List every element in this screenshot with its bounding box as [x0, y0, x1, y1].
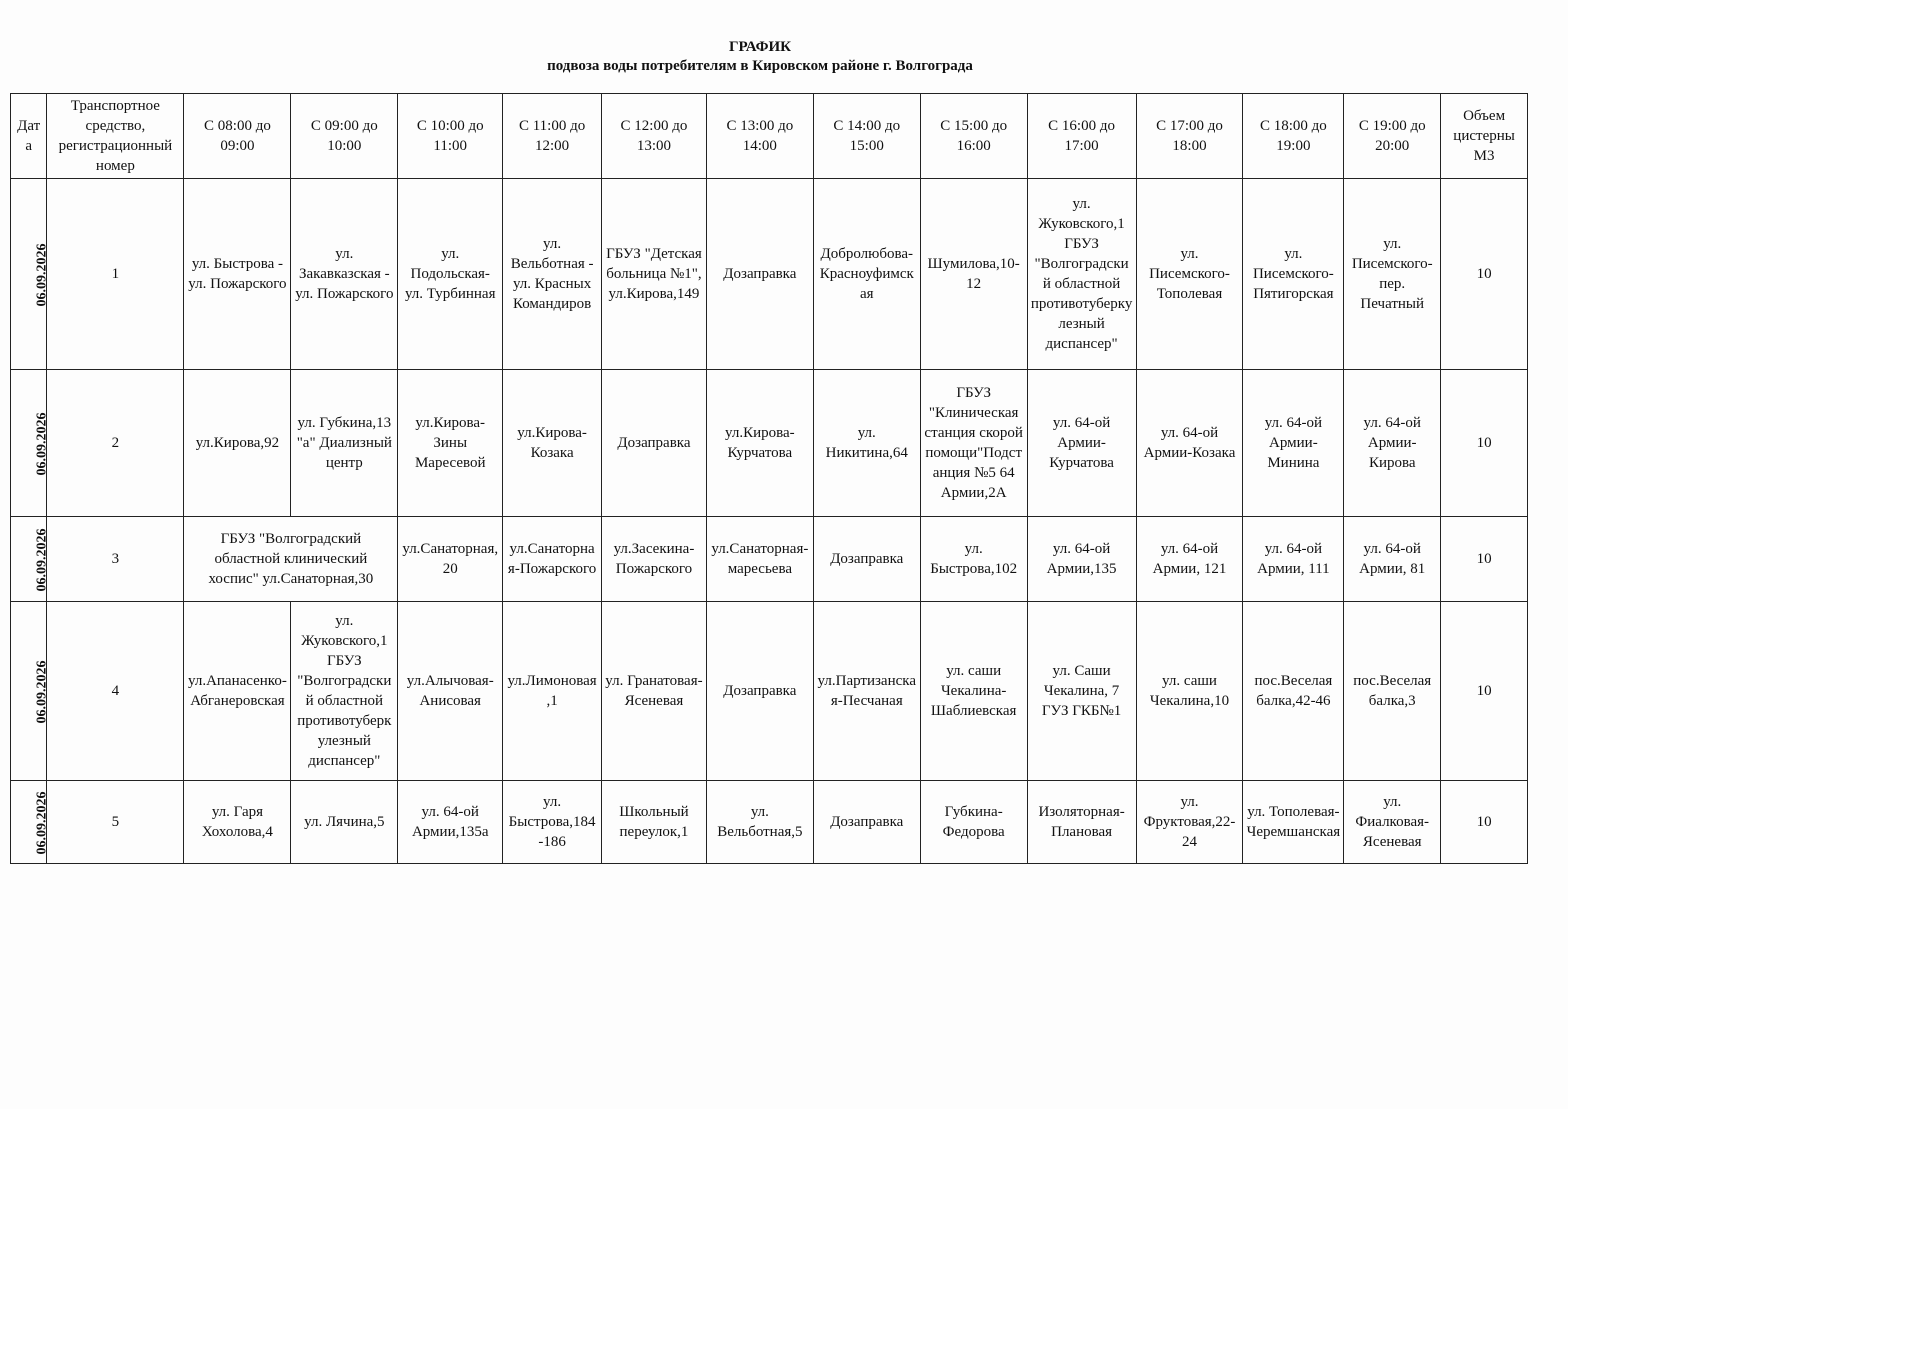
slot-cell: ул. Подольская- ул. Турбинная — [398, 179, 503, 370]
date-cell — [11, 517, 50, 602]
slot-cell: ул. Жуковского,1 ГБУЗ "Волгоградский областной противотуберкулезный диспансер" — [291, 602, 398, 781]
slot-cell: Шумилова,10-12 — [920, 179, 1027, 370]
header-slot: С 17:00 до 18:00 — [1136, 94, 1243, 179]
date-text: 06.09.2026 — [34, 528, 50, 591]
slot-cell: Дозаправка — [602, 370, 707, 517]
vehicle-cell: 5 — [47, 781, 184, 864]
slot-cell: ул. Саши Чекалина, 7 ГУЗ ГКБ№1 — [1027, 602, 1136, 781]
slot-cell: Дозаправка — [813, 517, 920, 602]
slot-cell: Губкина-Федорова — [920, 781, 1027, 864]
slot-cell: ул. 64-ой Армии,135а — [398, 781, 503, 864]
date-cell — [11, 781, 50, 864]
slot-cell: ул. 64-ой Армии, 81 — [1344, 517, 1441, 602]
header-slot: С 13:00 до 14:00 — [706, 94, 813, 179]
slot-cell: Изоляторная-Плановая — [1027, 781, 1136, 864]
slot-cell: ул.Санаторная-Пожарского — [503, 517, 602, 602]
slot-cell: ул.Засекина-Пожарского — [602, 517, 707, 602]
header-slot: С 11:00 до 12:00 — [503, 94, 602, 179]
vehicle-cell: 4 — [47, 602, 184, 781]
date-cell — [11, 179, 50, 370]
date-cell — [11, 602, 50, 781]
slot-cell: ул. Быстрова - ул. Пожарского — [184, 179, 291, 370]
slot-cell: ул. Писемского-пер. Печатный — [1344, 179, 1441, 370]
slot-cell: ул.Кирова,92 — [184, 370, 291, 517]
date-text: 06.09.2026 — [34, 660, 50, 723]
header-slot: С 10:00 до 11:00 — [398, 94, 503, 179]
header-slot: С 18:00 до 19:00 — [1243, 94, 1344, 179]
header-date: Дата — [11, 94, 47, 179]
slot-cell: пос.Веселая балка,42-46 — [1243, 602, 1344, 781]
header-volume: Объем цистерны М3 — [1441, 94, 1528, 179]
slot-cell: Дозаправка — [813, 781, 920, 864]
header-slot: С 08:00 до 09:00 — [184, 94, 291, 179]
slot-cell: ул.Апанасенко-Абганеровская — [184, 602, 291, 781]
slot-cell: ул. саши Чекалина-Шаблиевская — [920, 602, 1027, 781]
slot-cell: Дозаправка — [706, 179, 813, 370]
slot-cell: ул. Никитина,64 — [813, 370, 920, 517]
table-row — [11, 602, 1528, 781]
slot-cell: ул.Партизанская-Песчаная — [813, 602, 920, 781]
header-row — [11, 94, 1528, 179]
slot-cell: ул. Быстрова,102 — [920, 517, 1027, 602]
date-text: 06.09.2026 — [34, 412, 50, 475]
slot-cell: ул. 64-ой Армии,135 — [1027, 517, 1136, 602]
slot-cell: ул.Лимоновая,1 — [503, 602, 602, 781]
slot-cell: ул.Санаторная-маресьева — [706, 517, 813, 602]
vehicle-cell: 1 — [47, 179, 184, 370]
header-slot: С 14:00 до 15:00 — [813, 94, 920, 179]
slot-cell: ул.Кирова-Зины Маресевой — [398, 370, 503, 517]
date-text: 06.09.2026 — [34, 243, 50, 306]
slot-cell: ул. Фруктовая,22-24 — [1136, 781, 1243, 864]
slot-cell: ул.Кирова-Курчатова — [706, 370, 813, 517]
slot-cell: ГБУЗ "Детская больница №1", ул.Кирова,149 — [602, 179, 707, 370]
table-row — [11, 517, 1528, 602]
slot-cell: ул. саши Чекалина,10 — [1136, 602, 1243, 781]
document-subtitle: подвоза воды потребителям в Кировском районе г. Волгограда — [547, 58, 973, 74]
table-row — [11, 781, 1528, 864]
header-slot: С 15:00 до 16:00 — [920, 94, 1027, 179]
slot-cell: ул. 64-ой Армии-Курчатова — [1027, 370, 1136, 517]
slot-cell: ул. Лячина,5 — [291, 781, 398, 864]
slot-cell: ул. 64-ой Армии-Минина — [1243, 370, 1344, 517]
table-row — [11, 179, 1528, 370]
date-cell — [11, 370, 50, 517]
volume-cell: 10 — [1441, 781, 1528, 864]
slot-cell: пос.Веселая балка,3 — [1344, 602, 1441, 781]
table-row — [11, 370, 1528, 517]
header-vehicle: Транспортное средство, регистрационный номер — [47, 94, 184, 179]
slot-cell: Дозаправка — [706, 602, 813, 781]
date-text: 06.09.2026 — [34, 791, 50, 854]
slot-cell: ул. 64-ой Армии, 111 — [1243, 517, 1344, 602]
volume-cell: 10 — [1441, 517, 1528, 602]
slot-cell: Добролюбова-Красноуфимская — [813, 179, 920, 370]
slot-cell: ул. 64-ой Армии, 121 — [1136, 517, 1243, 602]
slot-cell: ул. Гранатовая-Ясеневая — [602, 602, 707, 781]
slot-cell: ул. 64-ой Армии-Кирова — [1344, 370, 1441, 517]
slot-cell: ул. 64-ой Армии-Козака — [1136, 370, 1243, 517]
slot-cell: ул. Губкина,13 "а" Диализный центр — [291, 370, 398, 517]
slot-cell: ул. Вельботная,5 — [706, 781, 813, 864]
volume-cell: 10 — [1441, 370, 1528, 517]
slot-cell: ул. Тополевая-Черемшанская — [1243, 781, 1344, 864]
slot-cell: ул.Санаторная,20 — [398, 517, 503, 602]
water-delivery-schedule-table — [10, 93, 1528, 864]
slot-cell: ул. Закавказская - ул. Пожарского — [291, 179, 398, 370]
header-slot: С 09:00 до 10:00 — [291, 94, 398, 179]
slot-cell: ул. Жуковского,1 ГБУЗ "Волгоградский областной противотуберкулезный диспансер" — [1027, 179, 1136, 370]
slot-cell: ул. Быстрова,184-186 — [503, 781, 602, 864]
slot-cell: ул. Фиалковая-Ясеневая — [1344, 781, 1441, 864]
volume-cell: 10 — [1441, 179, 1528, 370]
volume-cell: 10 — [1441, 602, 1528, 781]
vehicle-cell: 3 — [47, 517, 184, 602]
slot-cell: ул. Гаря Хохолова,4 — [184, 781, 291, 864]
slot-cell: Школьный переулок,1 — [602, 781, 707, 864]
slot-cell: ул.Алычовая-Анисовая — [398, 602, 503, 781]
slot-cell: ул. Вельботная - ул. Красных Командиров — [503, 179, 602, 370]
document-title: ГРАФИК — [728, 39, 792, 55]
header-slot: С 19:00 до 20:00 — [1344, 94, 1441, 179]
slot-cell: ГБУЗ "Клиническая станция скорой помощи"Подстанция №5 64 Армии,2А — [920, 370, 1027, 517]
header-slot: С 16:00 до 17:00 — [1027, 94, 1136, 179]
header-slot: С 12:00 до 13:00 — [602, 94, 707, 179]
slot-cell-merged: ГБУЗ "Волгоградский областной клинический хоспис" ул.Санаторная,30 — [184, 517, 398, 602]
slot-cell: ул. Писемского-Тополевая — [1136, 179, 1243, 370]
slot-cell: ул. Писемского-Пятигорская — [1243, 179, 1344, 370]
vehicle-cell: 2 — [47, 370, 184, 517]
slot-cell: ул.Кирова-Козака — [503, 370, 602, 517]
